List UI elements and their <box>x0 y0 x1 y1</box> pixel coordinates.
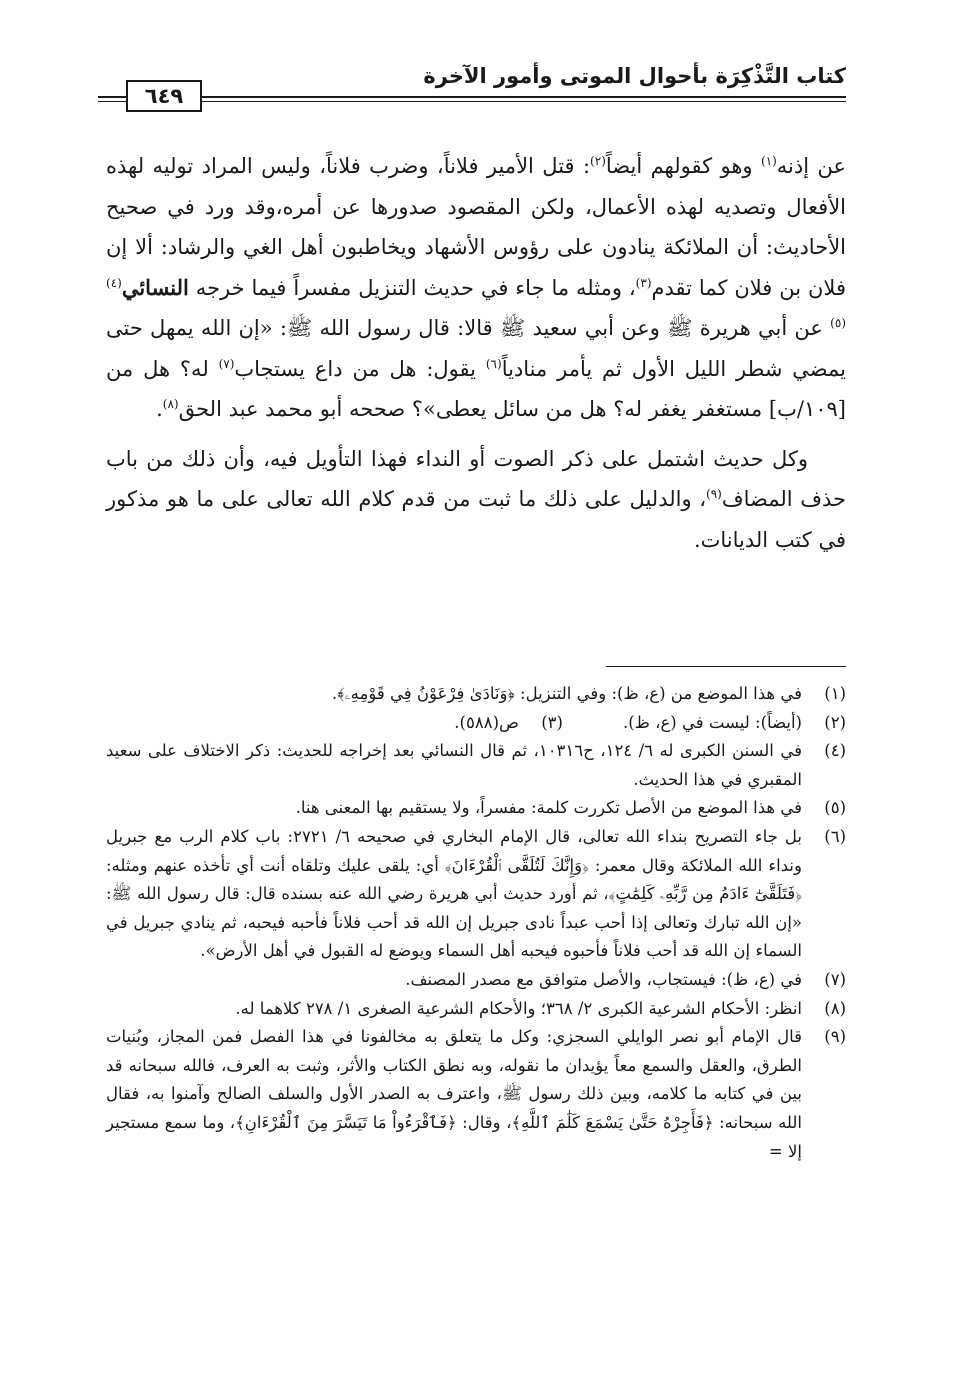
footnote-text: قال الإمام أبو نصر الوايلي السجزي: وكل ما يتعلق به مخالفونا في هذا الفصل فمن المجاز، وبُنيات الطرق، والعقل والسمع معاً يؤيدان ما نقوله، وبه نطق الكتاب والأثر، وثبت به العرف، فالله سبحانه قد بين في كتابه ما كلامه، وبين ذلك رسول ﷺ، واعترف به الصدر الأول والسلف الصالح وآمنوا به، فقال الله سبحانه: ﴿فَأَجِرْهُ حَتَّىٰ يَسْمَعَ كَلَٰمَ ٱللَّهِ﴾، وقال: ﴿فَٱقْرَءُواْ مَا تَيَسَّرَ مِنَ ٱلْقُرْءَانِ﴾، وما سمع مستجير إلا = <box>106 1027 802 1161</box>
footnote-number: (١) <box>824 684 846 703</box>
text-run: وكل حديث اشتمل على ذكر الصوت أو النداء فهذا التأويل فيه، وأن ذلك من باب حذف المضاف <box>106 446 847 511</box>
footnote-text: في السنن الكبرى له ٦/ ١٢٤، ح١٠٣١٦، ثم قال النسائي بعد إخراجه للحديث: ذكر الاختلاف على سعيد المقبري في هذا الحديث. <box>106 741 802 789</box>
footnote-4 <box>106 737 846 794</box>
paragraph-2 <box>106 439 846 561</box>
footnote-text: في هذا الموضع من الأصل تكررت كلمة: مفسراً، ولا يستقيم بها المعنى هنا. <box>295 798 802 818</box>
footnote-3 <box>454 709 563 738</box>
footnote-number: (٦) <box>824 826 846 846</box>
text-run: وهو كقولهم أيضاً <box>605 154 761 178</box>
footnote-ref-6: (٦) <box>485 356 502 371</box>
text-run: . <box>156 397 163 421</box>
header-rule <box>98 96 846 98</box>
footnote-text: بل جاء التصريح بنداء الله تعالى، قال الإمام البخاري في صحيحه ٦/ ٢٧٢١: باب كلام الرب مع جبريل ونداء الله الملائكة وقال معمر: ﴿وَإِنَّكَ لَتُلَقَّى ٱلْقُرْءَانَ﴾ أي: يلقى عليك وتلقاه أنت أي تأخذه عنهم ومثله: ﴿فَتَلَقَّىٰٓ ءَادَمُ مِن رَّبِّهِۦ كَلِمَٰتٍ﴾، ثم أورد حديث أبي هريرة رضي الله عنه بسنده قال: قال رسول الله ﷺ: «إن الله تبارك وتعالى إذا أحب عبداً نادى جبريل إن الله قد أحب فلاناً فأحبه فيحبه، ثم ينادي جبريل في السماء إن الله قد أحب فلاناً فأحبوه فيحبه أهل السماء ويوضع له القبول في أهل الأرض». <box>106 826 802 961</box>
footnote-number: (٢) <box>824 712 846 732</box>
text-run: عن إذنه <box>776 154 847 178</box>
footnote-ref-8: (٨) <box>162 397 179 411</box>
footnote-7 <box>106 966 846 995</box>
footnote-text: في هذا الموضع من (ع، ظ): وفي التنزيل: ﴿وَنَادَىٰ فِرْعَوْنُ فِي قَوْمِهِۦ﴾. <box>331 684 802 703</box>
footnote-ref-9: (٩) <box>706 487 722 501</box>
footnote-8 <box>106 995 846 1024</box>
running-head-title: كتاب التَّذْكِرَة بأحوال الموتى وأمور الآخرة <box>423 64 846 88</box>
footnote-text: انظر: الأحكام الشرعية الكبرى ٢/ ٣٦٨؛ والأحكام الشرعية الصغرى ١/ ٢٧٨ كلاهما له. <box>235 998 802 1018</box>
paragraph-1 <box>106 146 846 430</box>
footnote-text: ص(٥٨٨). <box>454 712 519 732</box>
footnote-9 <box>106 1023 846 1166</box>
footnote-2 <box>623 709 846 738</box>
text-run: عن أبي هريرة ﷺ وعن أبي سعيد ﷺ قالا: قال رسول الله ﷺ: «إن الله يمهل حتى يمضي شطر الليل الأول ثم يأمر منادياً <box>106 316 846 381</box>
footnote-text: (أيضاً): ليست في (ع، ظ). <box>622 712 802 732</box>
text-run: ، والدليل على ذلك ما ثبت من قدم كلام الله تعالى على ما هو مذكور في كتب الديانات. <box>106 487 846 552</box>
footnote-ref-2: (٢) <box>590 154 606 168</box>
page-number: ٦٤٩ <box>126 80 202 112</box>
footnote-5 <box>106 794 846 823</box>
footnote-text: في (ع، ظ): فيستجاب، والأصل متوافق مع مصدر المصنف. <box>405 969 802 989</box>
text-run: يقول: هل من داع يستجاب <box>234 356 486 381</box>
footnote-separator <box>606 666 846 667</box>
main-text <box>106 146 846 560</box>
text-run: ، ومثله ما جاء في حديث التنزيل مفسراً فيما خرجه <box>188 275 636 300</box>
footnotes <box>106 680 846 1166</box>
footnote-number: (٣) <box>541 712 563 732</box>
text-run: : قتل الأمير فلاناً، وضرب فلاناً، وليس المراد توليه لهذه الأفعال وتصديه لهذه الأعمال، ولكن المقصود صدورها عن أمره،وقد ورد في صحيح الأحاديث: أن الملائكة ينادون على رؤوس الأشهاد ويخاطبون أهل الغي والرشاد: ألا إن فلان بن فلان كما تقدم <box>106 154 847 300</box>
footnote-number: (٧) <box>824 969 846 989</box>
header-rule-thin <box>98 101 846 102</box>
footnote-row-2-3 <box>106 709 846 738</box>
footnote-ref-7: (٧) <box>218 356 235 371</box>
footnote-6 <box>106 823 846 966</box>
footnote-number: (٩) <box>824 1027 846 1047</box>
footnote-number: (٨) <box>824 998 846 1018</box>
text-run: له؟ هل من [١٠٩/ب] مستغفر يغفر له؟ هل من سائل يعطى»؟ صححه أبو محمد عبد الحق <box>106 356 846 421</box>
footnote-ref-1: (١) <box>760 154 777 168</box>
footnote-1 <box>106 680 846 709</box>
footnote-number: (٤) <box>824 741 846 761</box>
author-name-nasai: النسائي <box>121 274 189 300</box>
footnote-ref-4-5: (٤)(٥) <box>106 275 846 330</box>
footnote-ref-3: (٣) <box>635 275 652 290</box>
footnote-number: (٥) <box>824 798 846 818</box>
